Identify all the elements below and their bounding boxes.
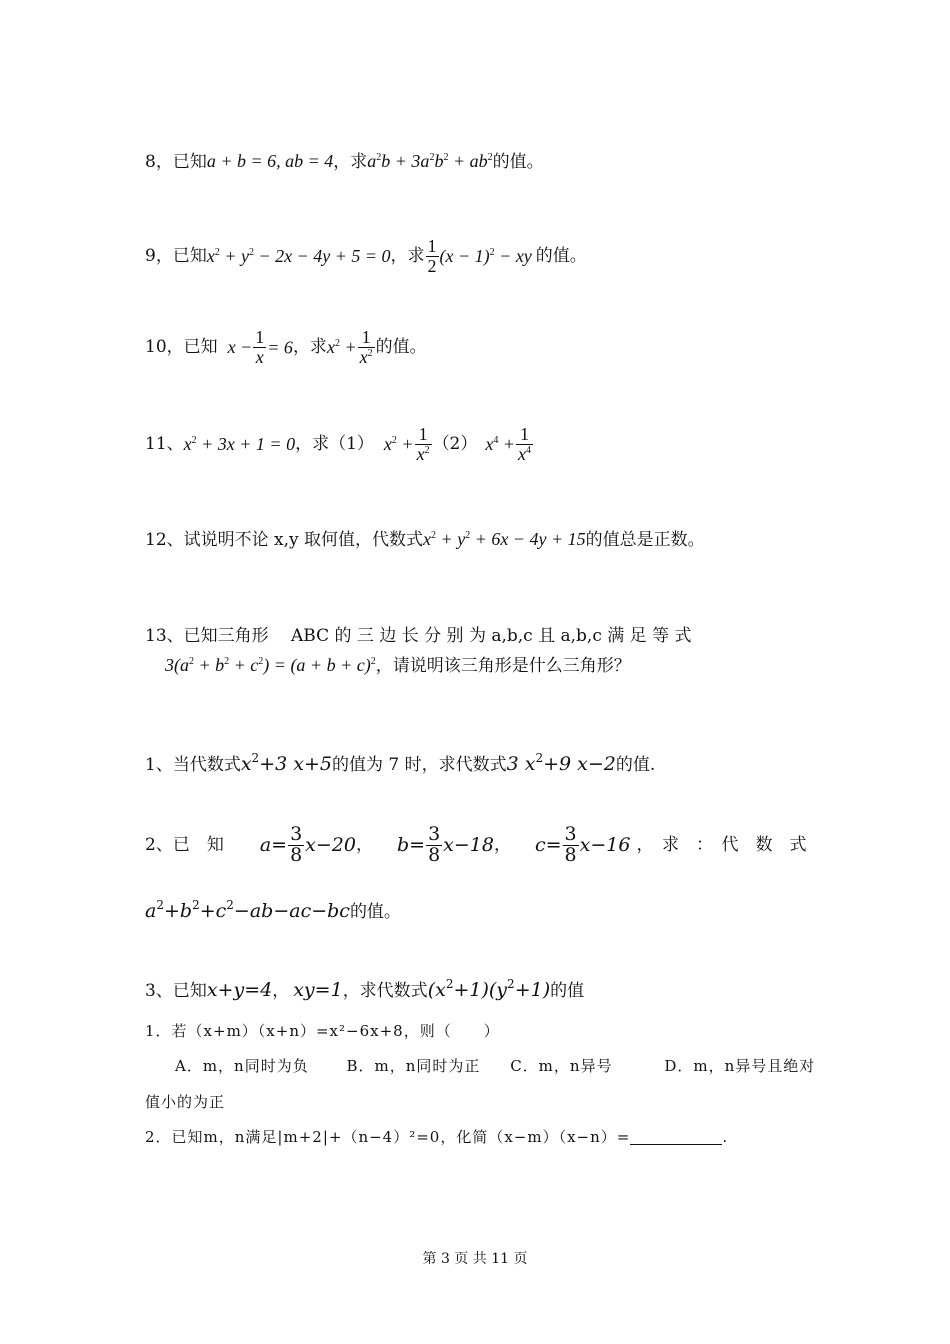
expression: $a^2b + 3a^2b^2 + ab^2$ bbox=[367, 151, 493, 171]
problem-12 bbox=[145, 530, 705, 549]
option-a: A．m，n同时为负 bbox=[175, 1057, 309, 1075]
option-d-continued: 值小的为正 bbox=[145, 1093, 226, 1111]
problem-11-label: 11、 bbox=[145, 433, 184, 454]
equation-sum: x+y=4 bbox=[206, 979, 273, 1001]
set2-question-1 bbox=[145, 751, 656, 775]
problem-13-line-2 bbox=[165, 656, 631, 675]
answer-blank bbox=[630, 1130, 722, 1145]
expression: $x^2+3$ x+5 bbox=[240, 751, 332, 775]
option-c: C．m，n异号 bbox=[510, 1057, 613, 1075]
problem-13-line-1 bbox=[145, 628, 691, 645]
question-end: . bbox=[722, 1128, 729, 1146]
option-b: B．m，n同时为正 bbox=[346, 1057, 481, 1075]
problem-13-text: 13、已知三角形 ABC 的 三 边 长 分 别 为 a,b,c 且 a,b,c 满 足 等 式 bbox=[145, 626, 692, 646]
question-mid: 的值为 7 时，求代数式 bbox=[331, 755, 507, 775]
separator-2: ， bbox=[493, 834, 511, 855]
expression: $x^2$ + bbox=[326, 337, 357, 358]
set2-question-2 bbox=[145, 825, 805, 866]
equation-c-rhs: x−16 bbox=[579, 833, 631, 856]
question-label: 3、已知 bbox=[145, 981, 207, 1001]
set3-options-continued bbox=[145, 1095, 225, 1110]
question-text: 1．若（x+m）（x+n）=x²−6x+8，则（ ） bbox=[145, 1022, 500, 1040]
problem-10 bbox=[145, 328, 427, 367]
equation-c: c= bbox=[534, 833, 562, 856]
fraction-1-over-x2: $\frac{1}{x^2}$ bbox=[359, 327, 373, 367]
question-end: 的值 bbox=[550, 981, 585, 1001]
question-ask: ， 求 ： 代 数 式 bbox=[636, 834, 807, 855]
question-end: 的值。 bbox=[349, 902, 401, 922]
equation-product: xy=1 bbox=[293, 979, 343, 1001]
expression: $x^2 + y^2 + 6x - 4y + 15$ bbox=[423, 529, 586, 549]
option-d: D．m，n异号且绝对 bbox=[664, 1057, 816, 1075]
problem-8 bbox=[145, 152, 544, 171]
problem-12-text: 12、试说明不论 x,y 取何值，代数式 bbox=[145, 530, 424, 550]
set3-options bbox=[175, 1059, 815, 1074]
page-footer: 第 3 页 共 11 页 bbox=[422, 1251, 528, 1267]
problem-11 bbox=[145, 425, 534, 464]
set3-question-1 bbox=[145, 1024, 500, 1039]
separator: ， bbox=[272, 981, 290, 1001]
fraction-1-over-x2: $\frac{1}{x^2}$ bbox=[416, 424, 430, 464]
question-end: 的值. bbox=[615, 755, 656, 775]
fraction-3-8: $\frac{3}{8}$ bbox=[564, 823, 577, 866]
problem-9-label: 9，已知 bbox=[145, 245, 207, 266]
fraction-3-8: $\frac{3}{8}$ bbox=[428, 823, 441, 866]
problem-9-end: 的值。 bbox=[535, 245, 587, 266]
question-label: 1、当代数式 bbox=[145, 755, 241, 775]
fraction-3-8: $\frac{3}{8}$ bbox=[290, 823, 303, 866]
fraction-1-over-x4: $\frac{1}{x^4}$ bbox=[518, 424, 532, 464]
problem-9-ask: ，求 bbox=[390, 245, 425, 266]
question-text: 2．已知m，n满足|m+2|+（n−4）²=0，化简（x−m）（x−n）= bbox=[145, 1128, 631, 1146]
problem-11-part2: （2） bbox=[432, 433, 478, 454]
expression-2: $x^4$ + bbox=[485, 434, 516, 455]
expression-target: 3 $x^2+9$ x−2 bbox=[506, 751, 616, 775]
equation-a-rhs: x−20 bbox=[305, 833, 356, 856]
expression: $(x^2+1)(y^2+1)$ bbox=[427, 977, 551, 1001]
problem-12-end: 的值总是正数。 bbox=[585, 530, 705, 550]
fraction-1-over-x: $\frac{1}{x}$ bbox=[255, 327, 265, 367]
expression-1: $x^2$ + bbox=[383, 434, 414, 455]
equation: $x^2 + 3x + 1 = 0$ bbox=[183, 434, 296, 455]
problem-10-end: 的值。 bbox=[375, 336, 427, 357]
problem-8-end: 的值。 bbox=[492, 152, 544, 172]
problem-13-end: ，请说明该三角形是什么三角形？ bbox=[375, 656, 631, 676]
problem-10-label: 10，已知 bbox=[145, 336, 218, 357]
fraction-half: $\frac{1}{2}$ bbox=[427, 236, 437, 276]
separator-1: ， bbox=[355, 834, 373, 855]
equation: $3(a^2 + b^2 + c^2) = (a + b + c)^2$ bbox=[165, 655, 376, 675]
equation-rhs: = 6 bbox=[267, 337, 293, 358]
problem-10-ask: ，求 bbox=[292, 336, 327, 357]
problem-11-ask: ，求（1） bbox=[295, 433, 374, 454]
equation-b: b= bbox=[396, 833, 426, 856]
set2-question-3 bbox=[145, 977, 585, 1001]
equation: x − bbox=[227, 337, 253, 358]
set3-question-2 bbox=[145, 1130, 728, 1145]
question-label: 2、已 知 bbox=[145, 834, 224, 855]
problem-8-ask: ，求 bbox=[333, 152, 368, 172]
equation-b-rhs: x−18 bbox=[443, 833, 494, 856]
expression: $(x - 1)^2$ − xy bbox=[439, 246, 532, 267]
equation-a: a= bbox=[259, 833, 288, 856]
expression: $a^2+b^2+c^2-ab-ac-bc$ bbox=[145, 898, 350, 922]
set2-question-2-line-2 bbox=[145, 898, 401, 922]
problem-8-label: 8，已知 bbox=[145, 152, 207, 172]
question-mid: ，求代数式 bbox=[342, 981, 428, 1001]
problem-9 bbox=[145, 237, 587, 276]
equation: a + b = 6, ab = 4 bbox=[206, 151, 334, 171]
equation: $x^2 + y^2 - 2x - 4y + 5 = 0$ bbox=[206, 246, 391, 267]
